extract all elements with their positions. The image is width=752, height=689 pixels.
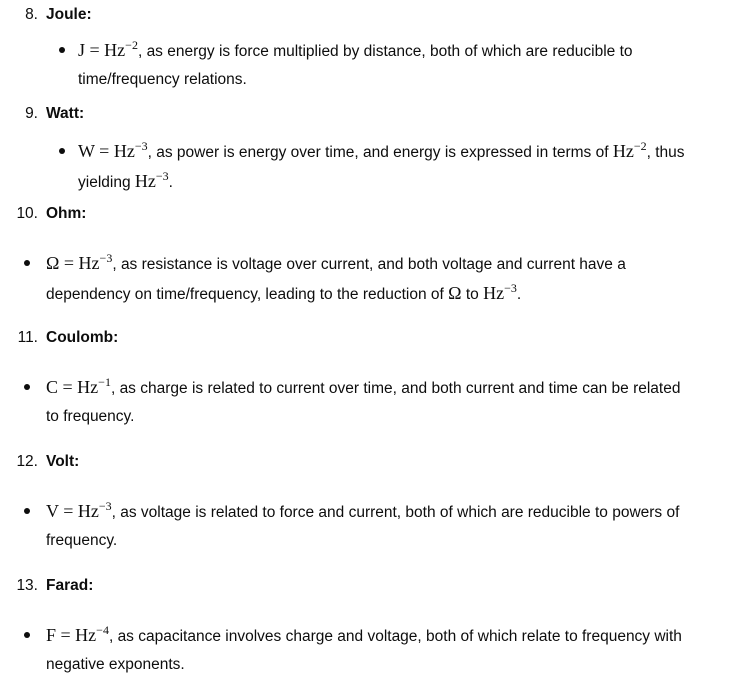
bullet-line-1: $\Omega = Hz^{-3}$, as resistance is voltage over current, and both voltage and current have a [46, 251, 626, 273]
bullet-line-1: $W = Hz^{-3}$, as power is energy over time, and energy is expressed in terms of $Hz^{-2}$, thus [78, 139, 685, 161]
list-item-ohm [0, 202, 752, 226]
item-number: 9. [25, 105, 38, 122]
list-item-joule [0, 3, 752, 27]
bullet-line-2: negative exponents. [46, 656, 185, 673]
list-item-volt [0, 450, 752, 474]
bullet-line-1: $F = Hz^{-4}$, as capacitance involves charge and voltage, both of which relate to frequency with [46, 623, 682, 645]
item-number: 13. [16, 577, 38, 594]
bullet-dot [59, 47, 65, 53]
list-item-coulomb [0, 326, 752, 350]
bullet-dot [59, 148, 65, 154]
math-inline: $Hz^{-3}$ [483, 281, 517, 303]
list-item-watt [0, 102, 752, 126]
item-term: Coulomb: [46, 329, 119, 346]
bullet-line-1: $V = Hz^{-3}$, as voltage is related to force and current, both of which are reducible to powers of [46, 499, 680, 521]
bullet-line-1: $C = Hz^{-1}$, as charge is related to current over time, and both current and time can be related [46, 375, 681, 397]
bullet-line-2: frequency. [46, 532, 118, 549]
bullet-line-1: $J = Hz^{-2}$, as energy is force multiplied by distance, both of which are reducible to [78, 38, 633, 60]
item-term: Joule: [46, 6, 92, 23]
bullet-line-2: time/frequency relations. [78, 71, 247, 88]
math-inline: $Hz^{-3}$ [134, 169, 169, 191]
bullet-line-2: to frequency. [46, 408, 135, 425]
math-formula: $W = Hz^{-3}$ [78, 139, 148, 161]
item-term: Farad: [46, 577, 94, 594]
math-formula: $C = Hz^{-1}$ [46, 375, 111, 397]
math-formula: $J = Hz^{-2}$ [78, 38, 138, 60]
bullet-dot [24, 384, 30, 390]
item-number: 12. [16, 453, 38, 470]
list-item-farad [0, 574, 752, 598]
math-formula: $F = Hz^{-4}$ [46, 623, 109, 645]
math-formula: $V = Hz^{-3}$ [46, 499, 112, 521]
bullet-line-2: dependency on time/frequency, leading to the reduction of Ω to $Hz^{-3}$. [46, 281, 522, 303]
item-term: Watt: [46, 105, 85, 122]
bullet-dot [24, 632, 30, 638]
item-term: Ohm: [46, 205, 87, 222]
item-number: 10. [16, 205, 38, 222]
math-inline: Ω [448, 283, 462, 303]
bullet-line-2: yielding $Hz^{-3}$. [78, 169, 173, 191]
math-formula: $\Omega = Hz^{-3}$ [46, 251, 113, 273]
item-term: Volt: [46, 453, 80, 470]
item-number: 11. [17, 329, 38, 346]
math-inline: $Hz^{-2}$ [612, 139, 647, 161]
bullet-dot [24, 508, 30, 514]
bullet-dot [24, 260, 30, 266]
item-number: 8. [25, 6, 38, 23]
